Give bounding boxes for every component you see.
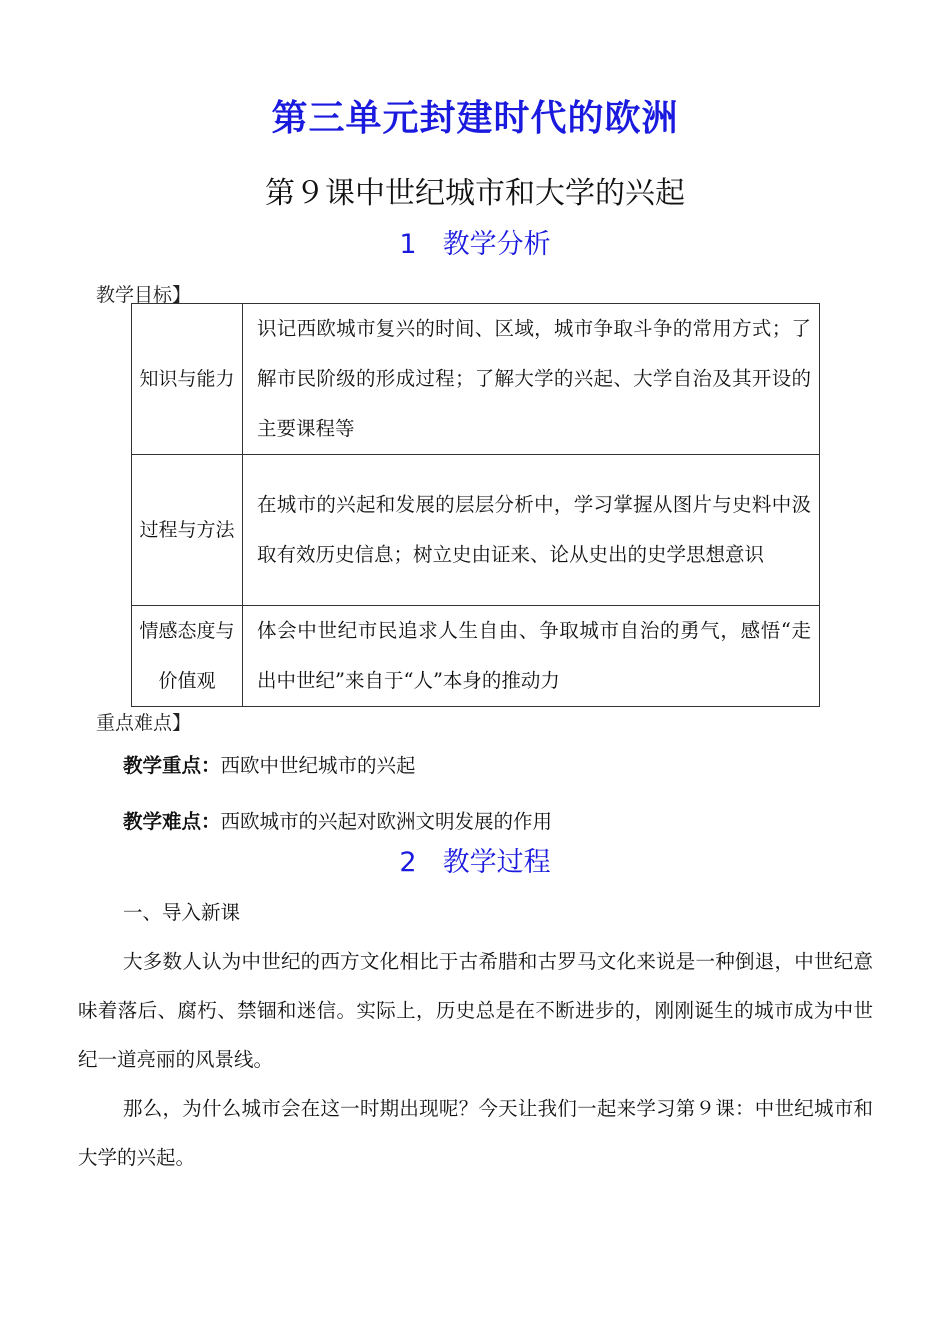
objective-category: 情感态度与价值观 bbox=[132, 606, 243, 707]
objective-category: 过程与方法 bbox=[132, 455, 243, 606]
intro-heading: 一、导入新课 bbox=[123, 901, 241, 924]
teaching-focus bbox=[123, 750, 416, 778]
teaching-difficulty-text: 西欧城市的兴起对欧洲文明发展的作用 bbox=[220, 810, 553, 833]
teaching-focus-label: 教学重点： bbox=[123, 754, 221, 777]
table-row bbox=[132, 606, 820, 707]
section-title: 教学过程 bbox=[442, 847, 551, 878]
section-heading-process bbox=[0, 840, 950, 879]
table-row bbox=[132, 455, 820, 606]
teaching-difficulty bbox=[123, 806, 552, 834]
section-number: 1 bbox=[399, 229, 417, 260]
table-row bbox=[132, 304, 820, 455]
teaching-focus-text: 西欧中世纪城市的兴起 bbox=[220, 754, 416, 777]
key-points-label: 重点难点】 bbox=[96, 712, 192, 734]
objective-description: 体会中世纪市民追求人生自由、争取城市自治的勇气，感悟“走出中世纪”来自于“人”本身的推动力 bbox=[243, 606, 820, 707]
lesson-title: 第９课中世纪城市和大学的兴起 bbox=[265, 176, 685, 211]
objectives-table bbox=[131, 303, 820, 707]
teaching-difficulty-label: 教学难点： bbox=[123, 810, 221, 833]
body-paragraph: 大多数人认为中世纪的西方文化相比于古希腊和古罗马文化来说是一种倒退，中世纪意味着落后、腐朽、禁锢和迷信。实际上，历史总是在不断进步的，刚刚诞生的城市成为中世纪一道亮丽的风景线。 bbox=[78, 950, 873, 1071]
section-number: 2 bbox=[399, 847, 417, 878]
objectives-label: 教学目标】 bbox=[96, 284, 192, 306]
unit-title: 第三单元封建时代的欧洲 bbox=[271, 98, 679, 139]
section-heading-analysis bbox=[0, 222, 950, 261]
objective-description: 识记西欧城市复兴的时间、区域，城市争取斗争的常用方式；了解市民阶级的形成过程；了解大学的兴起、大学自治及其开设的主要课程等 bbox=[243, 304, 820, 455]
objective-description: 在城市的兴起和发展的层层分析中，学习掌握从图片与史料中汲取有效历史信息；树立史由证来、论从史出的史学思想意识 bbox=[243, 455, 820, 606]
body-paragraph: 那么，为什么城市会在这一时期出现呢？今天让我们一起来学习第９课：中世纪城市和大学的兴起。 bbox=[78, 1097, 873, 1169]
objective-category: 知识与能力 bbox=[132, 304, 243, 455]
section-title: 教学分析 bbox=[442, 229, 551, 260]
